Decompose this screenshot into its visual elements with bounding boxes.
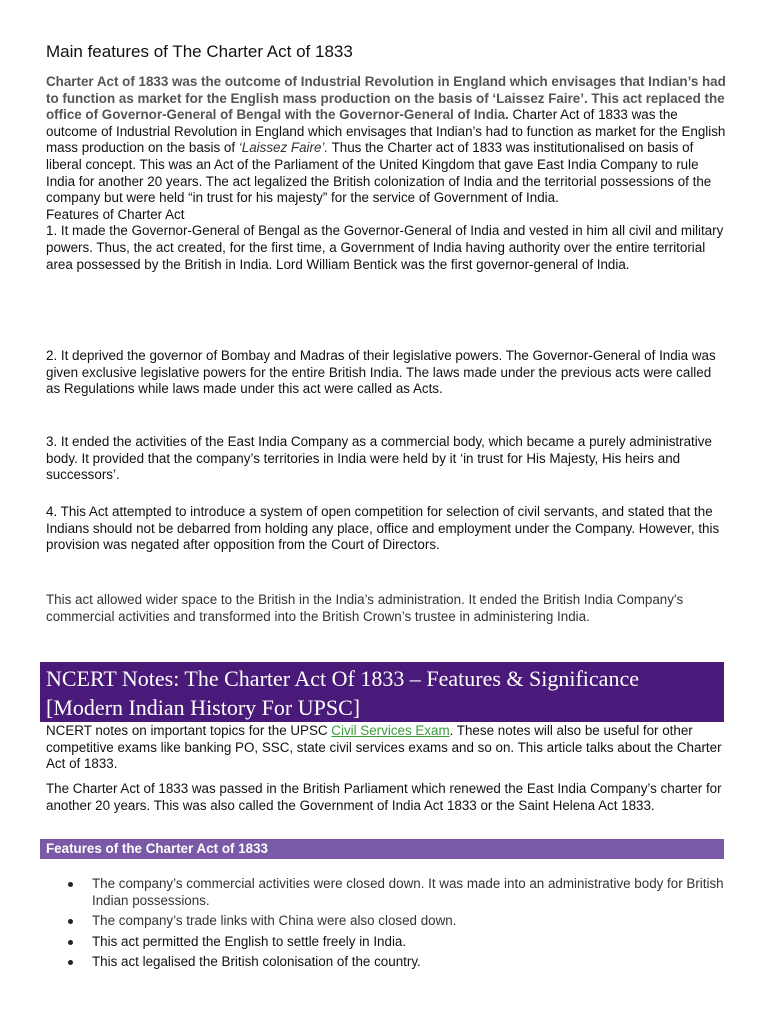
ncert-intro-after-link: . These notes will also be useful for other competitive exams like banking PO, SSC, state civil services exams and so on. This article talks about the Charter Act of 1833. bbox=[46, 723, 722, 772]
point-1: 1. It made the Governor-General of Bengal as the Governor-General of India and vested in him all civil and military powers. Thus, the act created, for the first time, a Government of India having authority over the entire territorial area possessed by the British in India. Lord William Bentick was the first governor-general of India. bbox=[46, 223, 724, 272]
intro-paragraph bbox=[46, 74, 726, 273]
list-item bbox=[64, 934, 724, 951]
page-title: Main features of The Charter Act of 1833 bbox=[46, 42, 353, 61]
intro-bold-lead: Charter Act of 1833 was the outcome of Industrial Revolution in England which envisages that Indian’s had to function as market for the English mass production on the basis of ‘Laissez Faire’. This act replaced the office of Governor-General of Bengal with the Governor-General of India. bbox=[46, 74, 726, 123]
point-2: 2. It deprived the governor of Bombay and Madras of their legislative powers. The Governor-General of India was given exclusive legislative powers for the entire British India. The laws made under the previous acts were called as Regulations while laws made under this act were called as Acts. bbox=[46, 348, 716, 397]
closing-paragraph: This act allowed wider space to the British in the India’s administration. It ended the British India Company's commercial activities and transformed into the British Crown’s trustee in administering India. bbox=[46, 592, 684, 624]
bullet-icon bbox=[68, 919, 73, 924]
bullet-icon bbox=[68, 940, 73, 945]
list-item-text: This act permitted the English to settle freely in India. bbox=[92, 933, 407, 949]
features-heading: Features of Charter Act bbox=[46, 206, 185, 222]
point-3: 3. It ended the activities of the East India Company as a commercial body, which became a purely administrative body. It provided that the company’s territories in India were held by it ‘in trust for His Majesty, His heirs and successors’. bbox=[46, 434, 712, 483]
list-item bbox=[64, 876, 724, 909]
ncert-paragraph: The Charter Act of 1833 was passed in the British Parliament which renewed the East India Company’s charter for another 20 years. This was also called the Government of India Act 1833 or the Saint Helena Act 1833. bbox=[46, 781, 722, 813]
ncert-banner-heading: NCERT Notes: The Charter Act Of 1833 – Features & Significance [Modern Indian History For UPSC] bbox=[40, 662, 724, 722]
bullet-icon bbox=[68, 960, 73, 965]
bullet-icon bbox=[68, 882, 73, 887]
intro-body-1: Charter Act of 1833 was the outcome of Industrial Revolution in England which envisages that Indian’s had to function as market for the English mass production on the basis of bbox=[46, 107, 726, 156]
list-item-text: The company’s trade links with China were also closed down. bbox=[92, 913, 457, 929]
list-item bbox=[64, 913, 724, 930]
ncert-intro-before-link: NCERT notes on important topics for the UPSC bbox=[46, 723, 332, 738]
list-item-text: The company’s commercial activities were closed down. It was made into an administrative body for British Indian possessions. bbox=[92, 876, 724, 908]
features-list bbox=[64, 876, 724, 975]
ncert-intro-paragraph bbox=[46, 723, 726, 773]
civil-services-exam-link[interactable]: Civil Services Exam bbox=[331, 723, 450, 738]
list-item-text: This act legalised the British colonisation of the country. bbox=[92, 954, 421, 970]
point-4: 4. This Act attempted to introduce a system of open competition for selection of civil servants, and stated that the Indians should not be debarred from holding any place, office and employment under the Company. However, this provision was negated after opposition from the Court of Directors. bbox=[46, 504, 720, 553]
intro-body-2: Thus the Charter act of 1833 was institutionalised on basis of liberal concept. This was an Act of the Parliament of the United Kingdom that gave East India Company to rule India for another 20 years. The act legalized the British colonization of India and the territorial possessions of the company but were held “in trust for his majesty” for the service of Government of India. bbox=[46, 140, 712, 206]
intro-laissez: ‘Laissez Faire’. bbox=[238, 140, 329, 156]
features-section-heading: Features of the Charter Act of 1833 bbox=[40, 839, 724, 859]
list-item bbox=[64, 954, 724, 971]
